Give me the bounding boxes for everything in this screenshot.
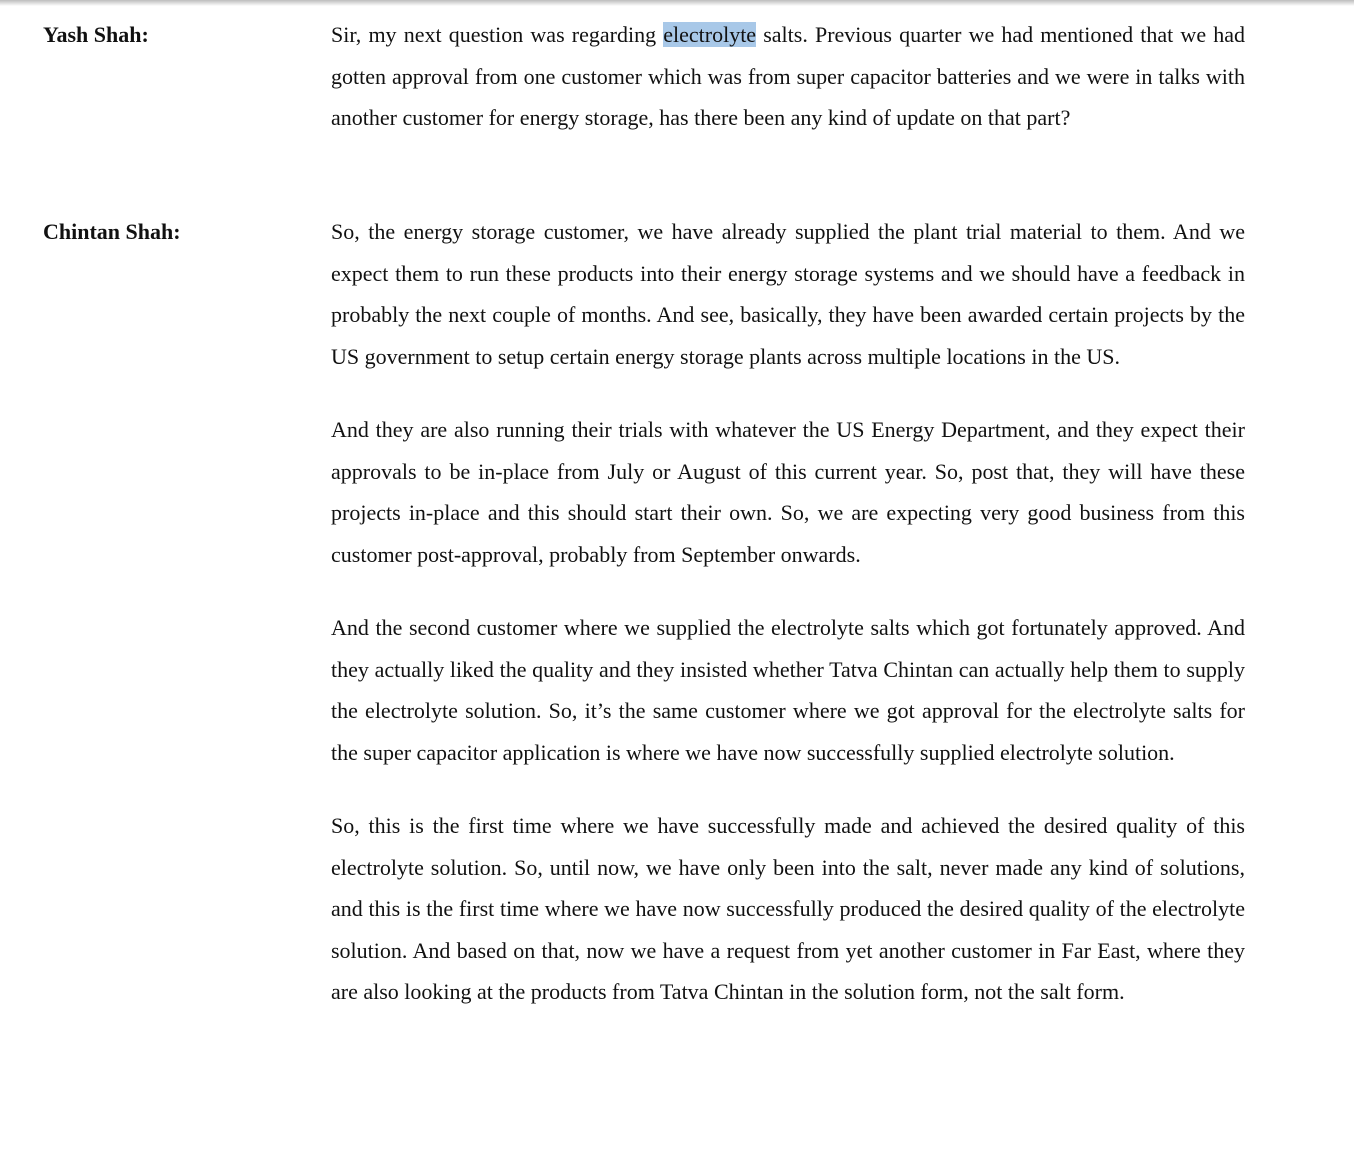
transcript-entry-chintan-shah [0, 211, 1354, 1013]
text-segment: And the second customer where we supplied the electrolyte salts which got fortunately approved. And they actually liked the quality and they insisted whether Tatva Chintan can actually help them to supply the electrolyte solution. So, it’s the same customer where we got approval for the electrolyte salts for the super capacitor application is where we have now successfully supplied electrolyte solution. [331, 615, 1245, 765]
speaker-name: Yash Shah: [43, 22, 149, 47]
paragraph[interactable] [331, 211, 1245, 377]
speech-text [331, 14, 1245, 139]
speech-text [331, 211, 1245, 1013]
paragraph[interactable] [331, 805, 1245, 1013]
paragraph[interactable] [331, 409, 1245, 575]
text-segment: So, this is the first time where we have successfully made and achieved the desired quality of this electrolyte solution. So, until now, we have only been into the salt, never made any kind of solutions, and this is the first time where we have now successfully produced the desired quality of the electrolyte solution. And based on that, now we have a request from yet another customer in Far East, where they are also looking at the products from Tatva Chintan in the solution form, not the salt form. [331, 813, 1245, 1004]
highlighted-word[interactable]: electrolyte [663, 22, 757, 47]
text-segment: So, the energy storage customer, we have already supplied the plant trial material to them. And we expect them to run these products into their energy storage systems and we should have a feedback in probably the next couple of months. And see, basically, they have been awarded certain projects by the US government to setup certain energy storage plants across multiple locations in the US. [331, 219, 1245, 369]
paragraph[interactable] [331, 14, 1245, 139]
text-segment: Sir, my next question was regarding [331, 22, 664, 47]
transcript-entry-yash-shah [0, 14, 1354, 139]
text-segment: salts. Previous quarter we had mentioned that we had gotten approval from one customer which was from super capacitor batteries and we were in talks with another customer for energy storage, has there been any kind of update on that part? [331, 22, 1245, 130]
speaker-name: Chintan Shah: [43, 219, 181, 244]
text-segment: And they are also running their trials with whatever the US Energy Department, and they expect their approvals to be in-place from July or August of this current year. So, post that, they will have these projects in-place and this should start their own. So, we are expecting very good business from this customer post-approval, probably from September onwards. [331, 417, 1245, 567]
paragraph[interactable] [331, 607, 1245, 773]
viewer-top-shadow [0, 0, 1354, 6]
